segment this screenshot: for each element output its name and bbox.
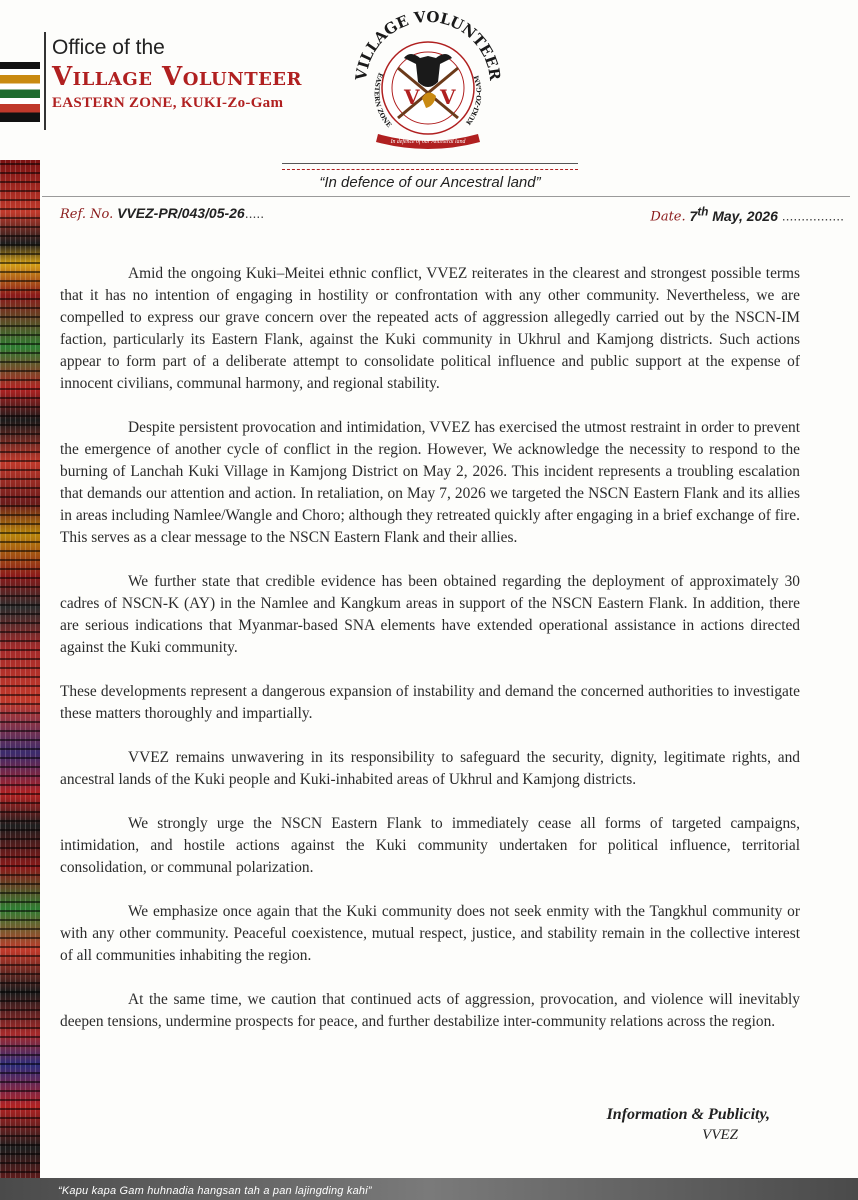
paragraph-7: We emphasize once again that the Kuki community does not seek enmity with the Tangkhul community or with any other community. Peaceful coexistence, mutual respect, justice, and stability remain in the collective interest of all communities inhabiting the region.	[60, 903, 800, 964]
ref-value: VVEZ-PR/043/05-26	[117, 205, 245, 221]
tagline-rule	[282, 163, 578, 164]
office-title-line1: Office of the	[52, 36, 165, 59]
vvez-emblem-logo	[348, 6, 508, 154]
paragraph-3: We further state that credible evidence has been obtained regarding the deployment of approximately 30 cadres of NSCN-K (AY) in the Namlee and Kangkum areas in support of the NSCN Eastern Flank. In addition, there are serious indications that Myanmar-based SNA elements have extended operational assistance in actions directed against the Kuki community.	[60, 573, 800, 656]
header-divider	[42, 196, 850, 197]
reference-number: Ref. No. VVEZ-PR/043/05-26.....	[60, 205, 265, 222]
office-title-line2: Village Volunteer	[52, 62, 302, 92]
logo-left-text: EASTERN ZONE	[372, 71, 394, 130]
paragraph-8: At the same time, we caution that continued acts of aggression, provocation, and violence will inevitably deepen tensions, undermine prospects for peace, and further destabilize inter-community relations across the region.	[60, 991, 800, 1030]
date-day: 7	[689, 207, 698, 224]
paragraph-4: These developments represent a dangerous expansion of instability and demand the concerned authorities to investigate these matters thoroughly and impartially.	[60, 683, 800, 722]
press-release-body	[60, 263, 800, 1055]
tagline-rule-dashed	[282, 169, 578, 170]
date-month-year: May, 2026	[708, 207, 778, 224]
date-ordinal: th	[697, 205, 709, 218]
document-date: Date. 7th May, 2026 ................	[650, 205, 844, 225]
paragraph-2: Despite persistent provocation and intimidation, VVEZ has exercised the utmost restraint in order to prevent the emergence of another cycle of conflict in the region. However, We acknowledge the necessity to respond to the burning of Lanchah Kuki Village in Kamjong District on May 2, 2026. This incident represents a troubling escalation that demands our attention and action. In retaliation, on May 7, 2026 we targeted the NSCN Eastern Flank and its allies in areas including Namlee/Wangle and Choro; although they retreated quickly after engaging in a brief exchange of fire. This serves as a clear message to the NSCN Eastern Flank and their allies.	[60, 419, 800, 546]
logo-arc-text: VILLAGE VOLUNTEER	[351, 7, 505, 82]
signature-org: VVEZ	[702, 1127, 738, 1143]
footer-band	[0, 1178, 858, 1200]
signature-block	[607, 1106, 770, 1144]
paragraph-1: Amid the ongoing Kuki–Meitei ethnic conflict, VVEZ reiterates in the clearest and strongest possible terms that it has no intention of engaging in hostility or confrontation with any other community. Nevertheless, we are compelled to express our grave concern over the repeated acts of aggression allegedly carried out by the NSCN-IM faction, particularly its Eastern Flank, against the Kuki community in Ukhrul and Kamjong districts. Such actions appear to form part of a deliberate attempt to consolidate political influence and public support at the expense of innocent civilians, communal harmony, and regional stability.	[60, 265, 800, 392]
tagline: “In defence of our Ancestral land”	[319, 174, 541, 191]
footer-motto: “Kapu kapa Gam huhnadia hangsan tah a pan lajingding kahi”	[58, 1185, 372, 1197]
svg-text:V: V	[440, 85, 456, 109]
signature-department: Information & Publicity,	[606, 1106, 770, 1123]
paragraph-5: VVEZ remains unwavering in its responsibility to safeguard the security, dignity, legitimate rights, and ancestral lands of the Kuki people and Kuki-inhabited areas of Ukhrul and Kamjong districts.	[60, 749, 800, 788]
woven-border-decoration	[0, 160, 40, 1200]
side-stripe-decoration	[0, 62, 40, 122]
office-letterhead	[44, 32, 302, 130]
paragraph-6: We strongly urge the NSCN Eastern Flank to immediately cease all forms of targeted campaigns, intimidation, and hostile actions against the Kuki community undertaken for political influence, territorial consolidation, or communal polarization.	[60, 815, 800, 876]
logo-ribbon-text: In defence of our Ancestral land	[390, 139, 466, 145]
office-title-line3: EASTERN ZONE, KUKI-Zo-Gam	[52, 95, 284, 111]
logo-right-text: KUKI-ZO-GAM	[464, 74, 484, 127]
date-label: Date.	[650, 209, 686, 225]
ref-label: Ref. No.	[60, 207, 114, 222]
svg-text:V: V	[404, 85, 420, 109]
